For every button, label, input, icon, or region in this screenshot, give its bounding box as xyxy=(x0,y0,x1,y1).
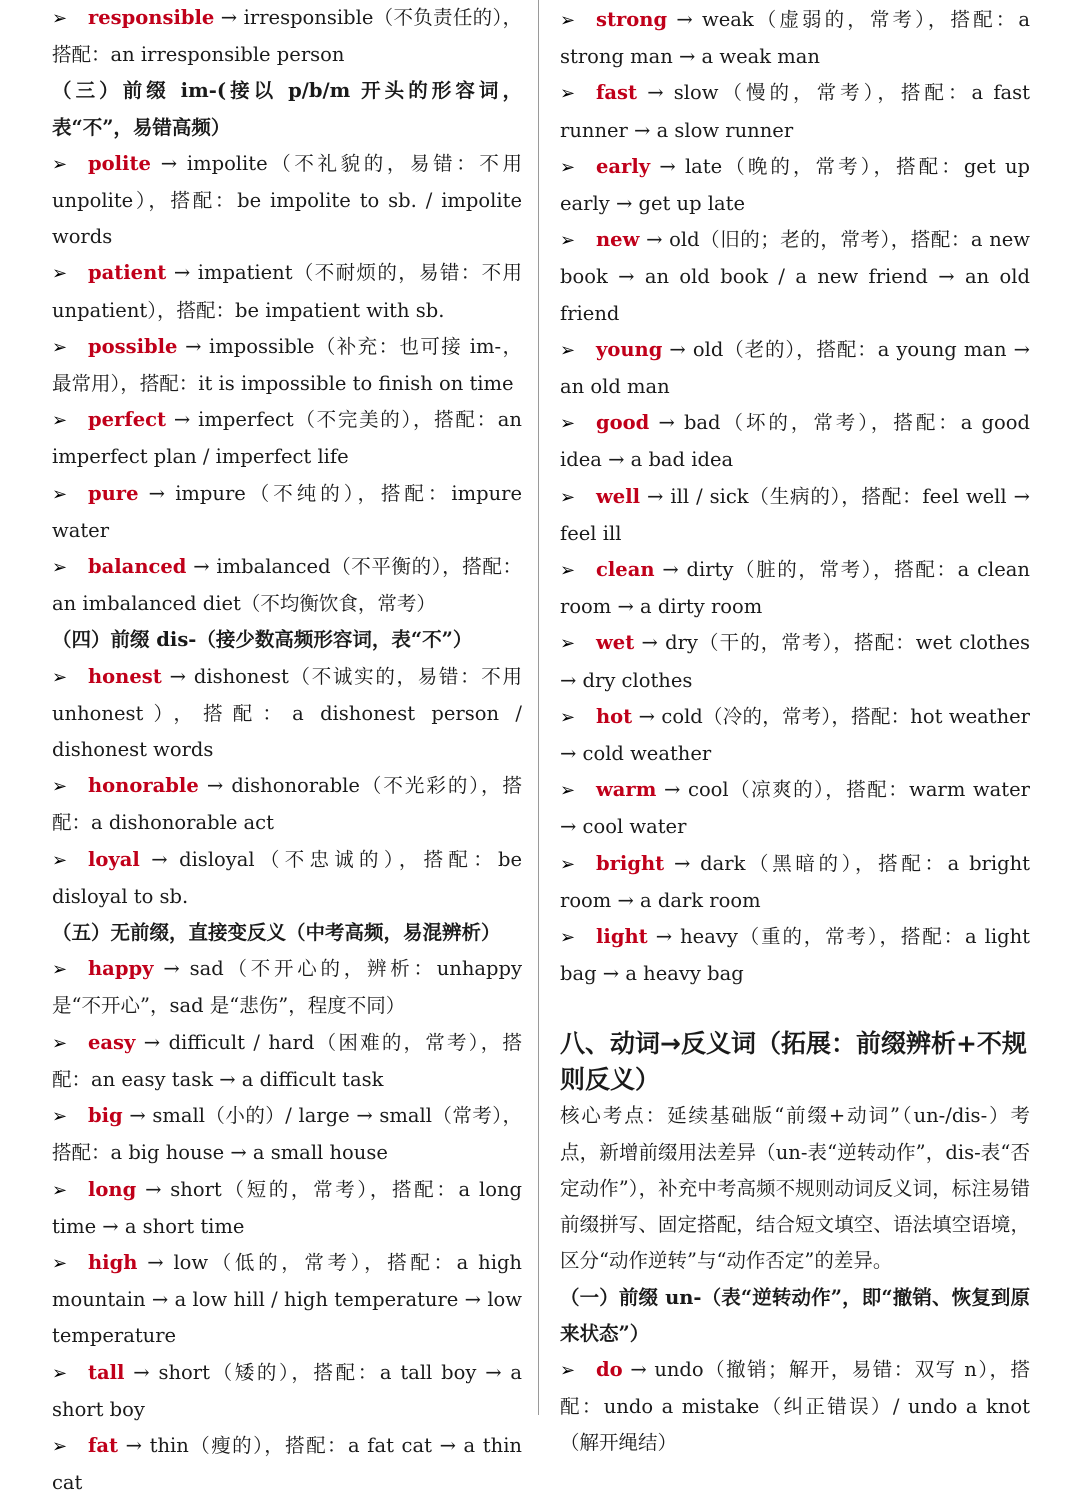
entry-text: → cold（冷的，常考），搭配：hot weather → cold weather xyxy=(560,704,1030,766)
entry-text: → impolite（不礼貌的，易错：不用 unpolite），搭配：be impolite to sb. / impolite words xyxy=(52,151,522,249)
entry-text: → old（旧的；老的，常考），搭配：a new book → an old book / a new friend → an old friend xyxy=(560,228,1030,325)
keyword: bright xyxy=(596,851,665,875)
keyword: clean xyxy=(596,558,655,582)
keyword: easy xyxy=(88,1030,136,1054)
arrow-bullet-icon: ➢ xyxy=(52,8,68,29)
entry-text: → dishonest（不诚实的，易错：不用 unhonest），搭配：a dishonest person / dishonest words xyxy=(52,664,522,762)
keyword: big xyxy=(88,1104,123,1128)
entry-text: → dirty（脏的，常考），搭配：a clean room → a dirty room xyxy=(560,558,1030,619)
entry-loyal xyxy=(52,842,522,915)
keyword: strong xyxy=(596,8,668,31)
keyword: possible xyxy=(88,334,178,358)
arrow-bullet-icon: ➢ xyxy=(52,336,68,358)
keyword: responsible xyxy=(88,6,215,29)
entry-text: → small（小的）/ large → small（常考），搭配：a big house → a small house xyxy=(52,1104,522,1165)
entry-text: → dark（黑暗的），搭配：a bright room → a dark room xyxy=(560,851,1030,912)
entry-text: → imperfect（不完美的），搭配：an imperfect plan / imperfect life xyxy=(52,408,522,469)
keyword: new xyxy=(596,228,640,252)
entry-text: → bad（坏的，常考），搭配：a good idea → a bad idea xyxy=(560,411,1030,472)
entry-fast xyxy=(560,75,1030,148)
arrow-bullet-icon: ➢ xyxy=(560,10,576,31)
arrow-bullet-icon: ➢ xyxy=(52,666,68,688)
keyword: honorable xyxy=(88,774,199,798)
entry-text: → short（短的，常考），搭配：a long time → a short time xyxy=(52,1177,522,1238)
entry-pure xyxy=(52,476,522,549)
entry-early xyxy=(560,149,1030,222)
arrow-bullet-icon: ➢ xyxy=(560,486,576,508)
entry-big xyxy=(52,1098,522,1171)
arrow-bullet-icon: ➢ xyxy=(52,410,68,432)
entry-strong xyxy=(560,2,1030,75)
entry-text: → heavy（重的，常考），搭配：a light bag → a heavy bag xyxy=(560,925,1030,986)
entry-warm xyxy=(560,772,1030,845)
entry-do xyxy=(560,1352,1030,1462)
arrow-bullet-icon: ➢ xyxy=(52,483,68,505)
entry-text: → old（老的），搭配：a young man → an old man xyxy=(560,337,1030,399)
right-column xyxy=(560,2,1030,1462)
entry-new xyxy=(560,222,1030,332)
entry-wet xyxy=(560,625,1030,698)
heading-un-prefix: （一）前缀 un-（表“逆转动作”，即“撤销、恢复到原来状态”） xyxy=(560,1285,1030,1345)
entry-well xyxy=(560,479,1030,552)
keyword: polite xyxy=(88,151,151,175)
entry-young xyxy=(560,332,1030,405)
entry-polite xyxy=(52,146,522,256)
keyword: balanced xyxy=(88,555,187,579)
entry-happy xyxy=(52,951,522,1024)
arrow-bullet-icon: ➢ xyxy=(52,849,68,871)
keyword: perfect xyxy=(88,408,166,432)
keyword: wet xyxy=(596,631,635,655)
arrow-bullet-icon: ➢ xyxy=(560,780,576,802)
arrow-bullet-icon: ➢ xyxy=(52,1032,68,1054)
keyword: early xyxy=(596,154,651,178)
entry-text: → disloyal（不忠诚的），搭配：be disloyal to sb. xyxy=(52,847,522,908)
left-column xyxy=(52,0,522,1501)
entry-hot xyxy=(560,699,1030,772)
keyword: warm xyxy=(596,778,657,802)
section-intro: 核心考点：延续基础版“前缀+动词”（un-/dis-）考点，新增前缀用法差异（un-表“逆转动作”，dis-表“否定动作”），补充中考高频不规则动词反义词，标注易错前缀拼写、固定搭配，结合短文填空、语法填空语境，区分“动作逆转”与“动作否定”的差异。 xyxy=(560,1104,1030,1273)
entry-text: → late（晚的，常考），搭配：get up early → get up late xyxy=(560,154,1030,216)
entry-long xyxy=(52,1172,522,1245)
entry-high xyxy=(52,1245,522,1355)
arrow-bullet-icon: ➢ xyxy=(52,959,68,981)
arrow-bullet-icon: ➢ xyxy=(52,1252,68,1274)
entry-text: → slow（慢的，常考），搭配：a fast runner → a slow runner xyxy=(560,81,1030,142)
entry-text: → cool（凉爽的），搭配：warm water → cool water xyxy=(560,778,1030,839)
arrow-bullet-icon: ➢ xyxy=(560,413,576,435)
column-divider xyxy=(538,0,539,1415)
heading-no-prefix: （五）无前缀，直接变反义（中考高频，易混辨析） xyxy=(52,921,501,945)
keyword: good xyxy=(596,411,650,435)
arrow-bullet-icon: ➢ xyxy=(52,557,68,579)
entry-text: → low（低的，常考），搭配：a high mountain → a low hill / high temperature → low temperature xyxy=(52,1250,522,1348)
heading-im-prefix: （三）前缀 im-(接以 p/b/m 开头的形容词，表“不”，易错高频） xyxy=(52,79,522,139)
entry-text: → imbalanced（不平衡的），搭配：an imbalanced diet（不均衡饮食，常考） xyxy=(52,555,522,616)
entry-tall xyxy=(52,1355,522,1428)
keyword: happy xyxy=(88,957,154,981)
entry-fat xyxy=(52,1428,522,1501)
arrow-bullet-icon: ➢ xyxy=(560,706,576,728)
entry-text: → thin（瘦的），搭配：a fat cat → a thin cat xyxy=(52,1433,522,1495)
entry-clean xyxy=(560,552,1030,625)
keyword: long xyxy=(88,1177,137,1201)
keyword: fast xyxy=(596,81,638,105)
keyword: well xyxy=(596,484,641,508)
entry-text: → undo（撤销；解开，易错：双写 n），搭配：undo a mistake（纠正错误）/ undo a knot（解开绳结） xyxy=(560,1357,1030,1455)
arrow-bullet-icon: ➢ xyxy=(52,1106,68,1128)
heading-dis-prefix: （四）前缀 dis-（接少数高频形容词，表“不”） xyxy=(52,628,473,652)
entry-text: → irresponsible（不负责任的），搭配：an irresponsible person xyxy=(52,6,522,67)
keyword: young xyxy=(596,337,663,361)
entry-text: → impatient（不耐烦的，易错：不用 unpatient），搭配：be impatient with sb. xyxy=(52,261,522,322)
arrow-bullet-icon: ➢ xyxy=(560,927,576,949)
arrow-bullet-icon: ➢ xyxy=(560,339,576,361)
entry-text: → weak（虚弱的，常考），搭配：a strong man → a weak man xyxy=(560,8,1030,69)
keyword: honest xyxy=(88,664,162,688)
entry-text: → dishonorable（不光彩的），搭配：a dishonorable act xyxy=(52,774,522,835)
keyword: hot xyxy=(596,704,633,728)
keyword: fat xyxy=(88,1433,119,1457)
entry-easy xyxy=(52,1025,522,1098)
arrow-bullet-icon: ➢ xyxy=(52,1362,68,1384)
keyword: light xyxy=(596,925,648,949)
entry-text: → dry（干的，常考），搭配：wet clothes → dry clothes xyxy=(560,631,1030,692)
entry-light xyxy=(560,919,1030,992)
entry-text: → ill / sick（生病的），搭配：feel well → feel ill xyxy=(560,484,1030,545)
entry-text: → sad（不开心的，辨析：unhappy 是“不开心”，sad 是“悲伤”，程度不同） xyxy=(52,957,522,1018)
keyword: high xyxy=(88,1250,138,1274)
arrow-bullet-icon: ➢ xyxy=(560,1359,576,1381)
entry-perfect xyxy=(52,402,522,475)
arrow-bullet-icon: ➢ xyxy=(560,156,576,178)
entry-responsible xyxy=(52,0,522,73)
entry-bright xyxy=(560,846,1030,919)
entry-text: → impure（不纯的），搭配：impure water xyxy=(52,481,522,542)
arrow-bullet-icon: ➢ xyxy=(560,83,576,105)
arrow-bullet-icon: ➢ xyxy=(560,560,576,582)
keyword: do xyxy=(596,1357,623,1381)
arrow-bullet-icon: ➢ xyxy=(52,776,68,798)
entry-possible xyxy=(52,329,522,402)
keyword: pure xyxy=(88,481,139,505)
entry-patient xyxy=(52,255,522,328)
keyword: patient xyxy=(88,261,167,285)
keyword: loyal xyxy=(88,847,140,871)
entry-text: → short（矮的），搭配：a tall boy → a short boy xyxy=(52,1360,522,1421)
arrow-bullet-icon: ➢ xyxy=(560,633,576,655)
entry-balanced xyxy=(52,549,522,622)
entry-honest xyxy=(52,659,522,769)
keyword: tall xyxy=(88,1360,125,1384)
entry-text: → impossible（补充：也可接 im-，最常用），搭配：it is impossible to finish on time xyxy=(52,334,522,396)
arrow-bullet-icon: ➢ xyxy=(52,1179,68,1201)
arrow-bullet-icon: ➢ xyxy=(560,230,576,252)
entry-honorable xyxy=(52,768,522,841)
entry-text: → difficult / hard（困难的，常考），搭配：an easy task → a difficult task xyxy=(52,1030,522,1091)
arrow-bullet-icon: ➢ xyxy=(52,263,68,285)
arrow-bullet-icon: ➢ xyxy=(52,153,68,175)
arrow-bullet-icon: ➢ xyxy=(52,1435,68,1457)
entry-good xyxy=(560,405,1030,478)
section-title-verb-antonyms: 八、动词→反义词（拓展：前缀辨析+不规则反义） xyxy=(560,1029,1027,1095)
arrow-bullet-icon: ➢ xyxy=(560,853,576,875)
